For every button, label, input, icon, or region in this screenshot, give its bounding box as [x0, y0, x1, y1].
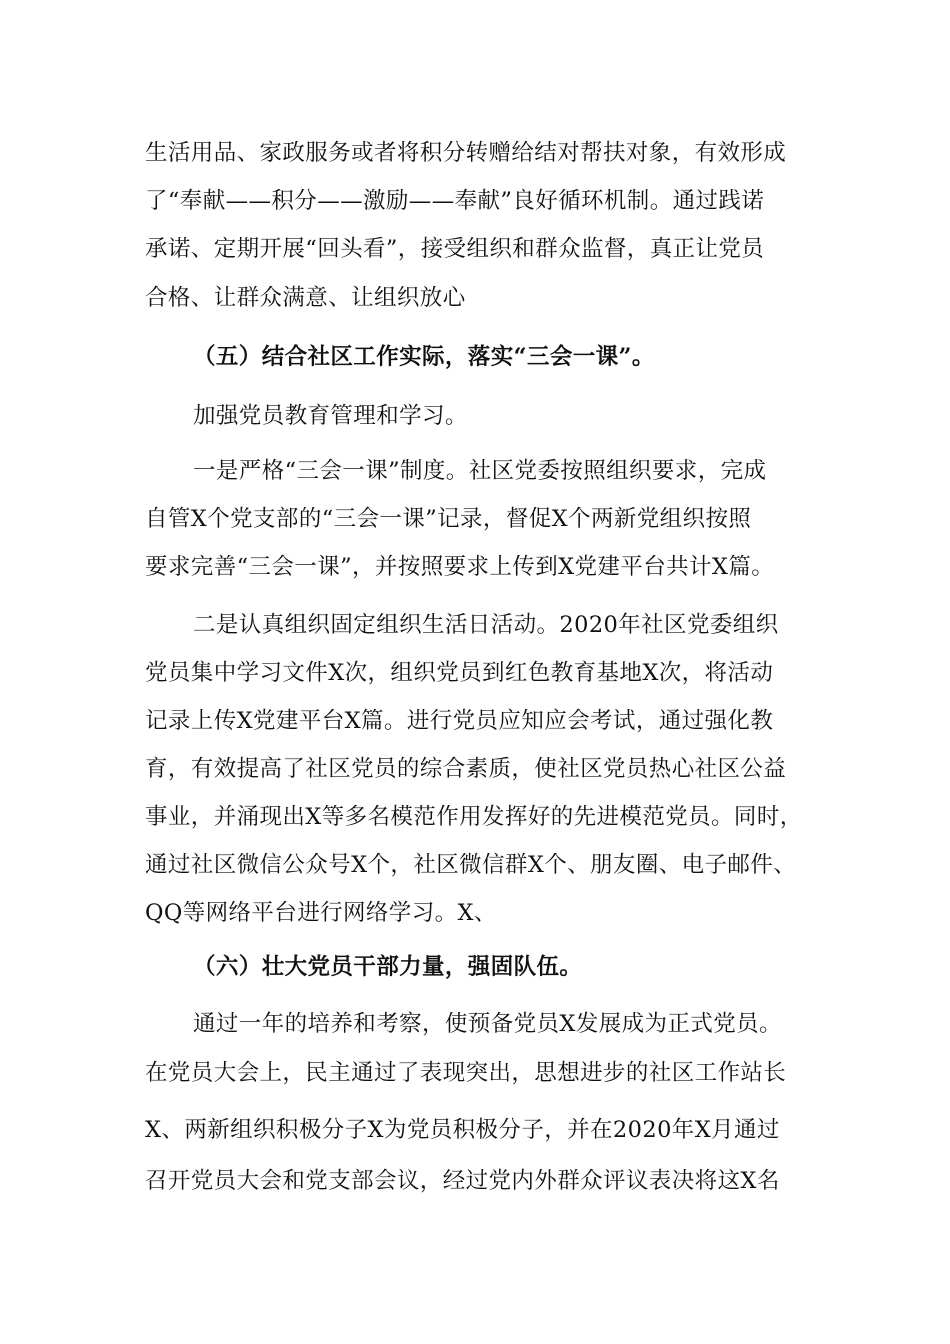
paragraph-line: 自管X个党支部的“三会一课”记录，督促X个两新党组织按照 [145, 506, 752, 532]
paragraph-line: 通过社区微信公众号X个，社区微信群X个、朋友圈、电子邮件、 [145, 852, 797, 878]
paragraph-line: 党员集中学习文件X次，组织党员到红色教育基地X次，将活动 [145, 660, 774, 686]
paragraph-line: 事业，并涌现出X等多名模范作用发挥好的先进模范党员。同时， [145, 804, 803, 830]
paragraph-line: 加强党员教育管理和学习。 [193, 403, 468, 429]
section-heading-6: （六）壮大党员干部力量，强固队伍。 [193, 954, 583, 980]
paragraph-line: 通过一年的培养和考察，使预备党员X发展成为正式党员。 [193, 1011, 782, 1037]
paragraph-line: 二是认真组织固定组织生活日活动。2020年社区党委组织 [193, 612, 779, 638]
paragraph-line: X、两新组织积极分子X为党员积极分子，并在2020年X月通过 [145, 1117, 780, 1143]
paragraph-line: 合格、让群众满意、让组织放心 [145, 285, 466, 311]
paragraph-line: 记录上传X党建平台X篇。进行党员应知应会考试，通过强化教 [145, 708, 774, 734]
paragraph-line: 在党员大会上，民主通过了表现突出，思想进步的社区工作站长 [145, 1060, 787, 1086]
paragraph-line: QQ等网络平台进行网络学习。X、 [145, 900, 497, 926]
paragraph-line: 承诺、定期开展“回头看”，接受组织和群众监督，真正让党员 [145, 236, 765, 262]
section-heading-5: （五）结合社区工作实际，落实“三会一课”。 [193, 344, 655, 370]
paragraph-line: 育，有效提高了社区党员的综合素质，使社区党员热心社区公益 [145, 756, 787, 782]
paragraph-line: 了“奉献——积分——激励——奉献”良好循环机制。通过践诺 [145, 188, 765, 214]
paragraph-line: 生活用品、家政服务或者将积分转赠给结对帮扶对象，有效形成 [145, 140, 787, 166]
paragraph-line: 一是严格“三会一课”制度。社区党委按照组织要求，完成 [193, 458, 767, 484]
paragraph-line: 要求完善“三会一课”，并按照要求上传到X党建平台共计X篇。 [145, 554, 775, 580]
paragraph-line: 召开党员大会和党支部会议，经过党内外群众评议表决将这X名 [145, 1168, 780, 1194]
